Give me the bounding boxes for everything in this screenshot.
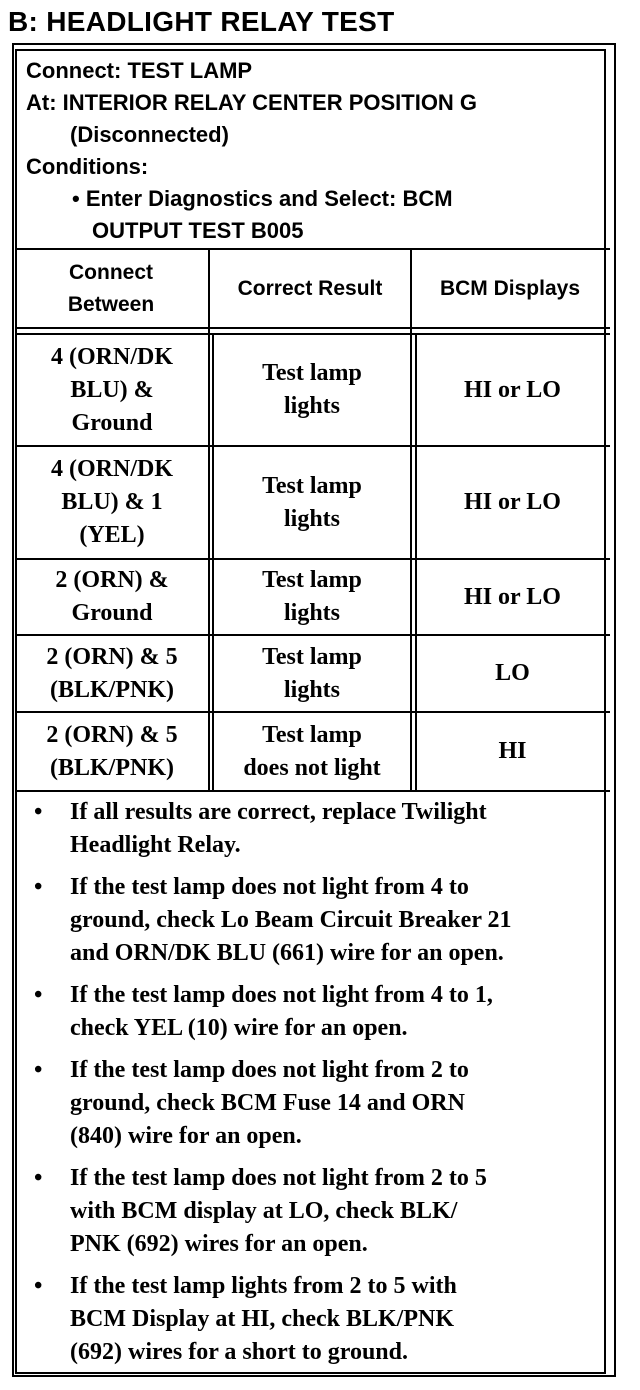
note-line: If the test lamp does not light from 4 to 1, <box>70 982 493 1008</box>
note-item <box>30 1270 600 1369</box>
bullet-icon: • <box>34 1057 43 1083</box>
cell-line: does not light <box>243 754 381 781</box>
cell-correct-result <box>214 560 410 634</box>
cell-line: HI <box>498 738 527 764</box>
table-bottom-rule <box>15 790 610 792</box>
note-line: ground, check Lo Beam Circuit Breaker 21 <box>70 907 512 933</box>
cell-line: Test lamp <box>262 721 362 748</box>
bullet-icon: • <box>34 874 43 900</box>
note-line: PNK (692) wires for an open. <box>70 1231 368 1257</box>
cell-line: lights <box>283 393 340 419</box>
cell-line: Test lamp <box>262 643 362 670</box>
note-line: If all results are correct, replace Twilight <box>70 799 487 825</box>
cell-bcm-display <box>417 447 608 558</box>
cell-line: HI or LO <box>464 583 561 610</box>
cell-line: 4 (ORN/DK <box>51 343 173 370</box>
at-note: (Disconnected) <box>70 122 229 147</box>
cell-line: 2 (ORN) & 5 <box>46 721 178 748</box>
cell-bcm-display <box>417 636 608 711</box>
column-divider <box>208 250 210 791</box>
column-divider <box>410 250 412 791</box>
note-line: ground, check BCM Fuse 14 and ORN <box>70 1090 465 1116</box>
condition-item-continued: OUTPUT TEST B005 <box>92 218 304 243</box>
cell-correct-result <box>214 335 410 445</box>
note-line: (840) wire for an open. <box>70 1123 302 1149</box>
cell-line: Ground <box>71 409 153 436</box>
cell-line: Test lamp <box>262 360 362 386</box>
at-line: At: INTERIOR RELAY CENTER POSITION G <box>26 90 478 115</box>
note-line: If the test lamp does not light from 4 to <box>70 874 469 900</box>
cell-bcm-display <box>417 560 608 634</box>
cell-line: (BLK/PNK) <box>50 676 174 703</box>
cell-line: lights <box>283 600 340 626</box>
cell-line: Test lamp <box>262 472 362 499</box>
bullet-icon: • <box>34 1273 43 1299</box>
cell-line: Test lamp <box>262 567 362 593</box>
note-item <box>30 871 600 970</box>
page-title: B: HEADLIGHT RELAY TEST <box>8 6 395 37</box>
table-top-rule <box>15 248 610 250</box>
cell-bcm-display <box>417 335 608 445</box>
column-header-bcm-displays: BCM Displays <box>439 277 581 300</box>
note-line: (692) wires for a short to ground. <box>70 1339 408 1365</box>
cell-line: 4 (ORN/DK <box>51 456 173 482</box>
bullet-icon: • <box>34 982 43 1008</box>
column-header-connect-between <box>16 252 206 326</box>
test-setup-block <box>26 55 477 247</box>
bullet-icon: • <box>34 1165 43 1191</box>
cell-line: lights <box>283 505 340 532</box>
connect-line: Connect: TEST LAMP <box>26 58 253 83</box>
cell-connect-between <box>16 560 208 634</box>
cell-bcm-display <box>417 713 608 790</box>
column-header-correct-result: Correct Result <box>237 277 383 300</box>
note-line: If the test lamp does not light from 2 to <box>70 1057 469 1083</box>
conditions-label: Conditions: <box>26 154 149 179</box>
cell-connect-between <box>16 636 208 711</box>
notes-list <box>30 796 600 1378</box>
cell-line: (BLK/PNK) <box>50 754 174 781</box>
cell-connect-between <box>16 335 208 445</box>
bullet-icon: • <box>34 799 43 825</box>
cell-line: (YEL) <box>79 522 145 548</box>
cell-line: 2 (ORN) & 5 <box>46 643 178 670</box>
cell-line: HI or LO <box>464 376 561 403</box>
cell-correct-result <box>214 636 410 711</box>
cell-line: BLU) & <box>70 376 154 403</box>
cell-line: 2 (ORN) & <box>55 567 169 593</box>
note-line: and ORN/DK BLU (661) wire for an open. <box>70 940 504 966</box>
note-item <box>30 1162 600 1261</box>
cell-correct-result <box>214 447 410 558</box>
note-line: BCM Display at HI, check BLK/PNK <box>70 1306 455 1332</box>
note-line: If the test lamp does not light from 2 to 5 <box>70 1165 487 1191</box>
cell-correct-result <box>214 713 410 790</box>
note-line: If the test lamp lights from 2 to 5 with <box>70 1273 457 1299</box>
header-bottom-rule <box>15 327 610 329</box>
cell-connect-between <box>16 447 208 558</box>
cell-line: Ground <box>71 600 153 626</box>
column-header-line: Between <box>67 293 155 316</box>
cell-connect-between <box>16 713 208 790</box>
note-line: with BCM display at LO, check BLK/ <box>70 1198 458 1224</box>
cell-line: BLU) & 1 <box>61 489 163 515</box>
cell-line: HI or LO <box>464 489 561 515</box>
note-item <box>30 979 600 1045</box>
note-line: check YEL (10) wire for an open. <box>70 1015 408 1041</box>
column-header-line: Connect <box>69 261 153 284</box>
condition-item: • Enter Diagnostics and Select: BCM <box>72 186 453 211</box>
note-item <box>30 796 600 862</box>
note-item <box>30 1054 600 1153</box>
cell-line: lights <box>283 676 340 703</box>
note-line: Headlight Relay. <box>70 832 241 858</box>
cell-line: LO <box>495 660 530 686</box>
